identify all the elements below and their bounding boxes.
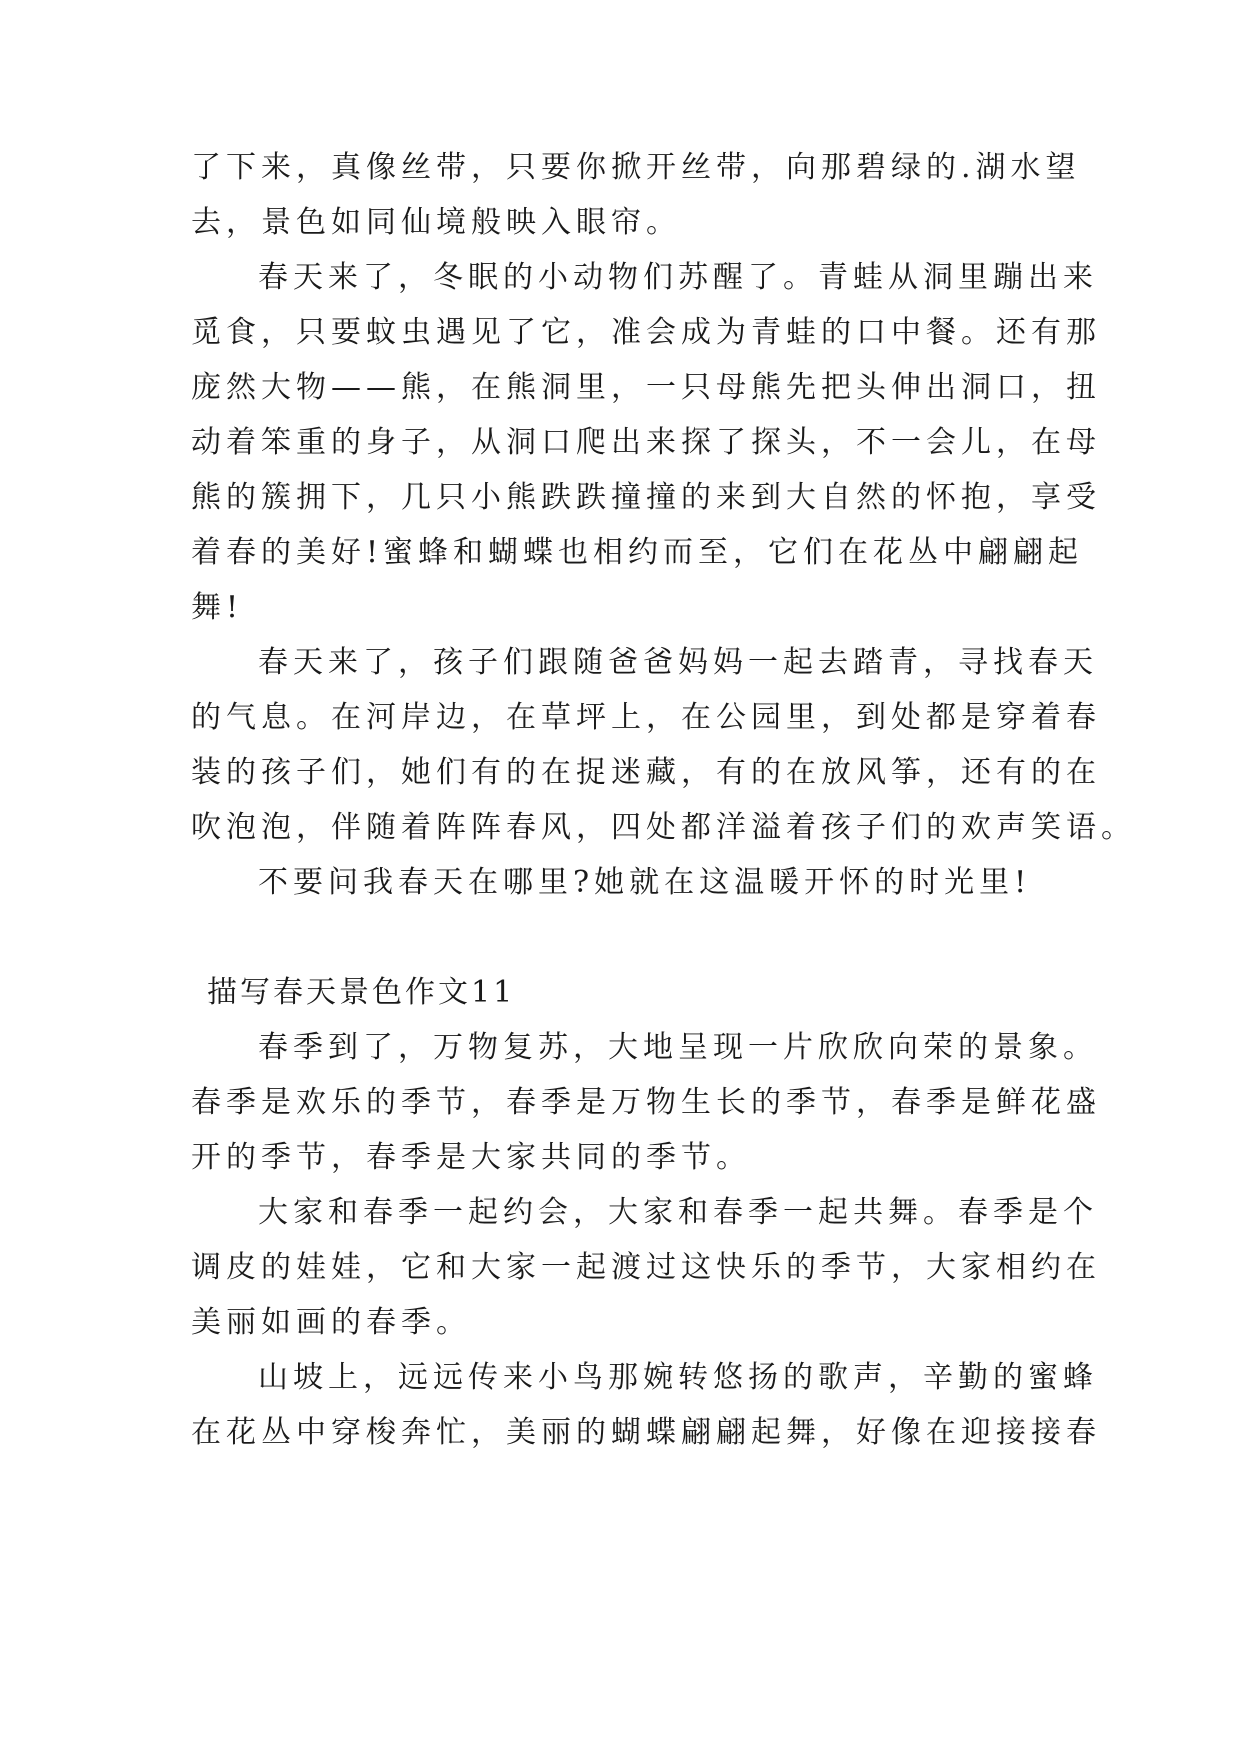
text-line: 了下来，真像丝带，只要你掀开丝带，向那碧绿的.湖水望: [191, 150, 1081, 185]
text-line: 舞!: [191, 590, 244, 625]
text-line: 熊的簇拥下，几只小熊跌跌撞撞的来到大自然的怀抱，享受: [191, 480, 1101, 515]
paragraph-first-line: 春季到了，万物复苏，大地呈现一片欣欣向荣的景象。: [258, 1030, 1098, 1065]
paragraph-first-line: 春天来了，冬眠的小动物们苏醒了。青蛙从洞里蹦出来: [258, 260, 1098, 295]
text-line: 开的季节，春季是大家共同的季节。: [191, 1140, 751, 1175]
text-line: 庞然大物——熊，在熊洞里，一只母熊先把头伸出洞口，扭: [191, 370, 1101, 405]
section-heading: 描写春天景色作文11: [207, 975, 516, 1010]
text-line: 动着笨重的身子，从洞口爬出来探了探头，不一会儿，在母: [191, 425, 1101, 460]
text-line: 去，景色如同仙境般映入眼帘。: [191, 205, 681, 240]
paragraph-first-line: 山坡上，远远传来小鸟那婉转悠扬的歌声，辛勤的蜜蜂: [258, 1360, 1098, 1395]
text-line: 觅食，只要蚊虫遇见了它，准会成为青蛙的口中餐。还有那: [191, 315, 1101, 350]
text-line: 吹泡泡，伴随着阵阵春风，四处都洋溢着孩子们的欢声笑语。: [191, 810, 1136, 845]
text-line: 的气息。在河岸边，在草坪上，在公园里，到处都是穿着春: [191, 700, 1101, 735]
text-line: 装的孩子们，她们有的在捉迷藏，有的在放风筝，还有的在: [191, 755, 1101, 790]
paragraph-first-line: 春天来了，孩子们跟随爸爸妈妈一起去踏青，寻找春天: [258, 645, 1098, 680]
paragraph-first-line: 不要问我春天在哪里?她就在这温暖开怀的时光里!: [258, 865, 1032, 900]
text-line: 着春的美好!蜜蜂和蝴蝶也相约而至，它们在花丛中翩翩起: [191, 535, 1084, 570]
text-line: 调皮的娃娃，它和大家一起渡过这快乐的季节，大家相约在: [191, 1250, 1101, 1285]
text-line: 美丽如画的春季。: [191, 1305, 471, 1340]
text-line: 春季是欢乐的季节，春季是万物生长的季节，春季是鲜花盛: [191, 1085, 1101, 1120]
paragraph-first-line: 大家和春季一起约会，大家和春季一起共舞。春季是个: [258, 1195, 1098, 1230]
text-line: 在花丛中穿梭奔忙，美丽的蝴蝶翩翩起舞，好像在迎接接春: [191, 1415, 1101, 1450]
